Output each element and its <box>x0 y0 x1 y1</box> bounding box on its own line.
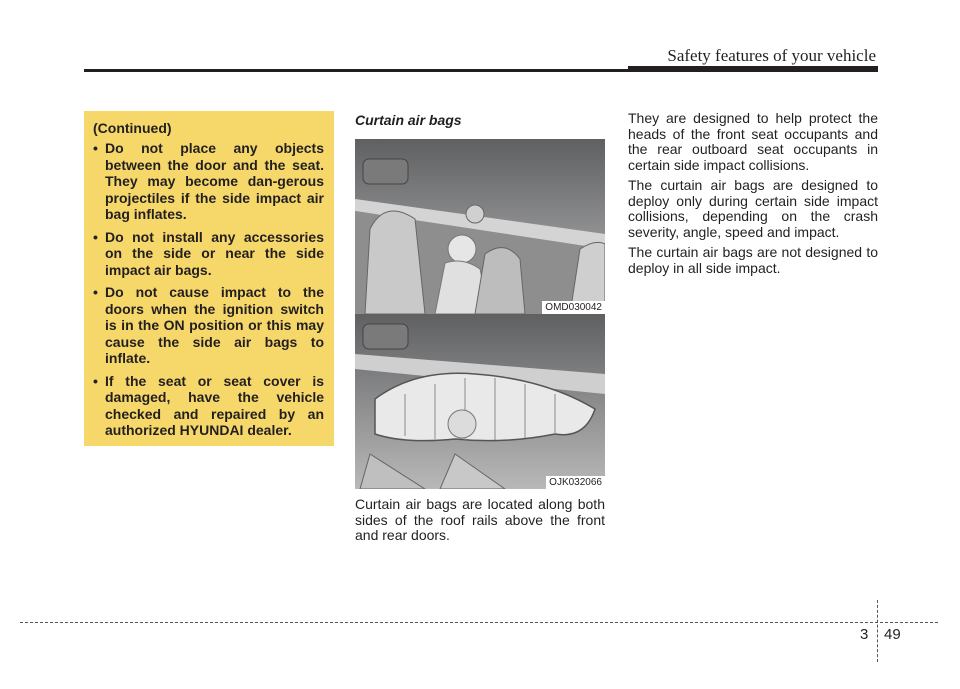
car-interior-illustration <box>355 139 605 314</box>
figure-curtain-airbag-location <box>355 139 605 314</box>
footer-rule <box>20 622 938 623</box>
warning-item <box>93 284 324 367</box>
warning-item-text: Do not install any accessories on the side or near the side impact air bags. <box>105 228 324 278</box>
warning-item-text: Do not place any objects between the door and the seat. They may become dan-gerous projectiles if the side impact air bag inflates. <box>105 140 324 222</box>
warning-item <box>93 140 324 223</box>
figure-code: OJK032066 <box>546 476 605 489</box>
body-paragraph: The curtain air bags are not designed to deploy in all side impact. <box>628 244 878 276</box>
right-column <box>628 111 878 281</box>
footer-divider <box>877 600 878 662</box>
airbag-deployed-illustration <box>355 314 605 489</box>
header-rule <box>84 69 878 72</box>
page-header-title: Safety features of your vehicle <box>667 46 876 65</box>
page-number: 49 <box>884 626 901 643</box>
warning-item-text: Do not cause impact to the doors when the ignition switch is in the ON position or this may cause the side air bags to inflate. <box>105 284 324 366</box>
bullet-icon: • <box>93 372 98 389</box>
figure-curtain-airbag-deployed <box>355 314 605 489</box>
section-body-text: Curtain air bags are located along both sides of the roof rails above the front and rear doors. <box>355 496 605 543</box>
curtain-airbag-section <box>355 111 605 549</box>
warning-list <box>93 140 324 439</box>
figure-code: OMD030042 <box>542 301 605 314</box>
warning-item-text: If the seat or seat cover is damaged, have the vehicle checked and repaired by an authorized HYUNDAI dealer. <box>105 372 324 438</box>
warning-item <box>93 229 324 279</box>
bullet-icon: • <box>93 140 98 156</box>
warning-item <box>93 373 324 439</box>
warning-continued-label: (Continued) <box>93 120 172 136</box>
body-paragraph: They are designed to help protect the heads of the front seat occupants and the rear outboard seat occupants in certain side impact collisions. <box>628 110 878 173</box>
page-section-number: 3 <box>860 626 869 643</box>
bullet-icon: • <box>93 228 98 245</box>
warning-box <box>84 111 334 446</box>
body-paragraph: The curtain air bags are designed to deploy only during certain side impact collisions, depending on the crash severity, angle, speed and impact. <box>628 177 878 240</box>
bullet-icon: • <box>93 284 98 300</box>
section-heading: Curtain air bags <box>355 112 462 128</box>
